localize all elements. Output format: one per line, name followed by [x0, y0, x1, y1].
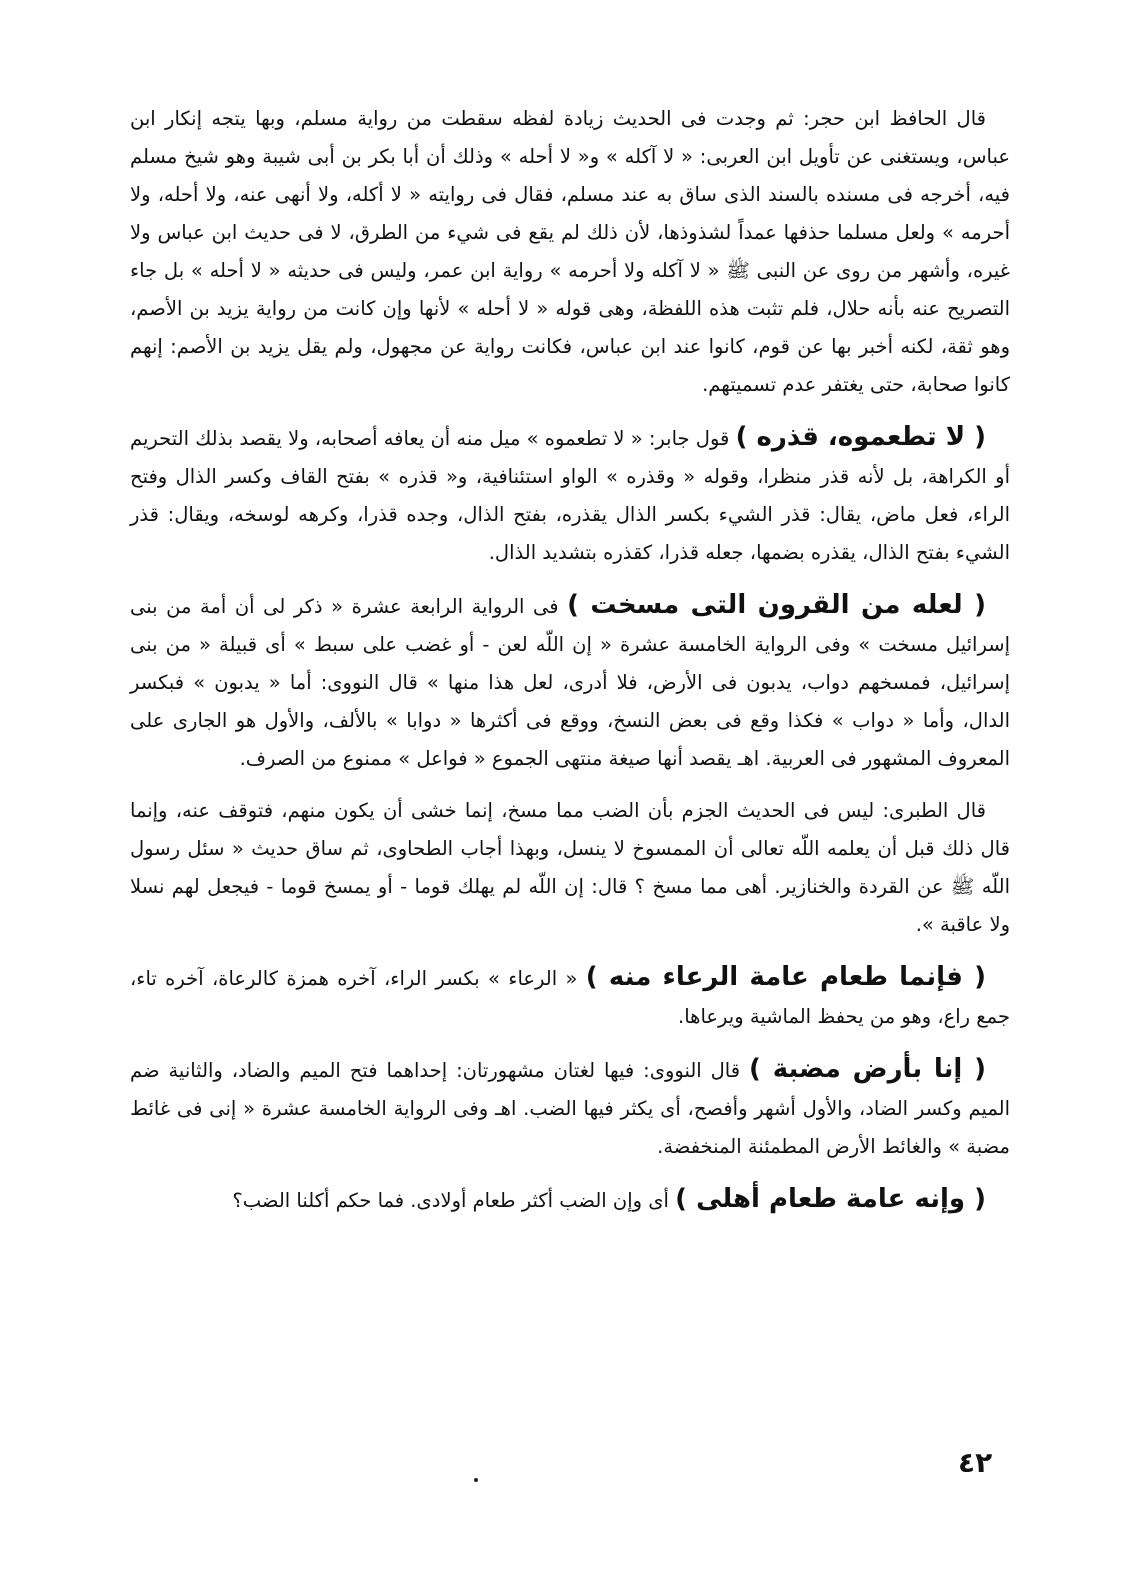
paragraph-6-heading: ( إنا بأرض مضبة ) [749, 1054, 986, 1084]
paragraph-4-text: قال الطبرى: ليس فى الحديث الجزم بأن الضب مما مسخ، إنما خشى أن يكون منهم، فتوقف عنه، وإنما قال ذلك قبل أن يعلمه اللّه تعالى أن الممسوخ لا ينسل، وبهذا أجاب الطحاوى، ثم ساق حديث « سئل رسول اللّه ﷺ عن القردة والخنازير. أهى مما مسخ ؟ قال: إن اللّه لم يهلك قوما - أو يمسخ قوما - فيجعل لهم نسلا ولا عاقبة ». [130, 799, 1010, 936]
paragraph-6 [130, 1050, 1010, 1166]
paragraph-1 [130, 100, 1010, 404]
page-body [130, 100, 1010, 1234]
paragraph-1-text: قال الحافظ ابن حجر: ثم وجدت فى الحديث زيادة لفظه سقطت من رواية مسلم، وبها يتجه إنكار ابن عباس، ويستغنى عن تأويل ابن العربى: « لا آكله » و« لا أحله » وذلك أن أبا بكر بن أبى شيبة وهو شيخ مسلم فيه، أخرجه فى مسنده بالسند الذى ساق به عند مسلم، فقال فى روايته « لا أكله، ولا أنهى عنه، ولا أحله، ولا أحرمه » ولعل مسلما حذفها عمداً لشذوذها، لأن ذلك لم يقع فى شيء من الطرق، لا فى حديث ابن عباس ولا غيره، وأشهر من روى عن النبى ﷺ « لا آكله ولا أحرمه » رواية ابن عمر، وليس فى حديثه « لا أحله » بل جاء التصريح عنه بأنه حلال، فلم تثبت هذه اللفظة، وهى قوله « لا أحله » لأنها وإن كانت من رواية يزيد بن الأصم، وهو ثقة، لكنه أخبر بها عن قوم، كانوا عند ابن عباس، فكانت رواية عن مجهول، ولم يقل يزيد بن الأصم: إنهم كانوا صحابة، حتى يغتفر عدم تسميتهم. [130, 107, 1010, 396]
paragraph-7-text: أى وإن الضب أكثر طعام أولادى. فما حكم أكلنا الضب؟ [232, 1189, 669, 1212]
paragraph-2 [130, 418, 1010, 572]
footer-dot [474, 1478, 478, 1482]
paragraph-3-heading: ( لعله من القرون التى مسخت ) [567, 590, 986, 620]
paragraph-6-text: قال النووى: فيها لغتان مشهورتان: إحداهما فتح الميم والضاد، والثانية ضم الميم وكسر الضاد، والأول أشهر وأفصح، أى يكثر فيها الضب. اهـ وفى الرواية الخامسة عشرة « إنى فى غائط مضبة » والغائط الأرض المطمئنة المنخفضة. [130, 1059, 1010, 1158]
paragraph-7-heading: ( وإنه عامة طعام أهلى ) [675, 1184, 986, 1214]
paragraph-2-text: قول جابر: « لا تطعموه » ميل منه أن يعافه أصحابه، ولا يقصد بذلك التحريم أو الكراهة، بل لأنه قذر منظرا، وقوله « وقذره » الواو استئنافية، و« قذره » بفتح القاف وكسر الذال وفتح الراء، فعل ماض، يقال: قذر الشيء بكسر الذال يقذره، بفتح الذال، وجده قذرا، وكرهه لوسخه، ويقال: قذر الشيء بفتح الذال، يقذره بضمها، جعله قذرا، كقذره بتشديد الذال. [130, 427, 1010, 564]
paragraph-5 [130, 958, 1010, 1036]
page-number: ٤٢ [958, 1446, 993, 1479]
paragraph-5-text: « الرعاء » بكسر الراء، آخره همزة كالرعاة، آخره تاء، جمع راع، وهو من يحفظ الماشية ويرعاها. [130, 967, 1010, 1028]
paragraph-5-heading: ( فإنما طعام عامة الرعاء منه ) [585, 962, 986, 992]
paragraph-3-text: فى الرواية الرابعة عشرة « ذكر لى أن أمة من بنى إسرائيل مسخت » وفى الرواية الخامسة عشرة « إن اللّه لعن - أو غضب على سبط » أى قبيلة « من بنى إسرائيل، فمسخهم دواب، يدبون فى الأرض، فلا أدرى، لعل هذا منها » قال النووى: أما « يدبون » فبكسر الدال، وأما « دواب » فكذا وقع فى بعض النسخ، ووقع فى أكثرها « دوابا » بالألف، والأول هو الجارى على المعروف المشهور فى العربية. اهـ يقصد أنها صيغة منتهى الجموع « فواعل » ممنوع من الصرف. [130, 595, 1010, 770]
paragraph-2-heading: ( لا تطعموه، قذره ) [735, 422, 986, 452]
paragraph-7 [130, 1180, 1010, 1220]
paragraph-4 [130, 792, 1010, 944]
paragraph-3 [130, 586, 1010, 778]
